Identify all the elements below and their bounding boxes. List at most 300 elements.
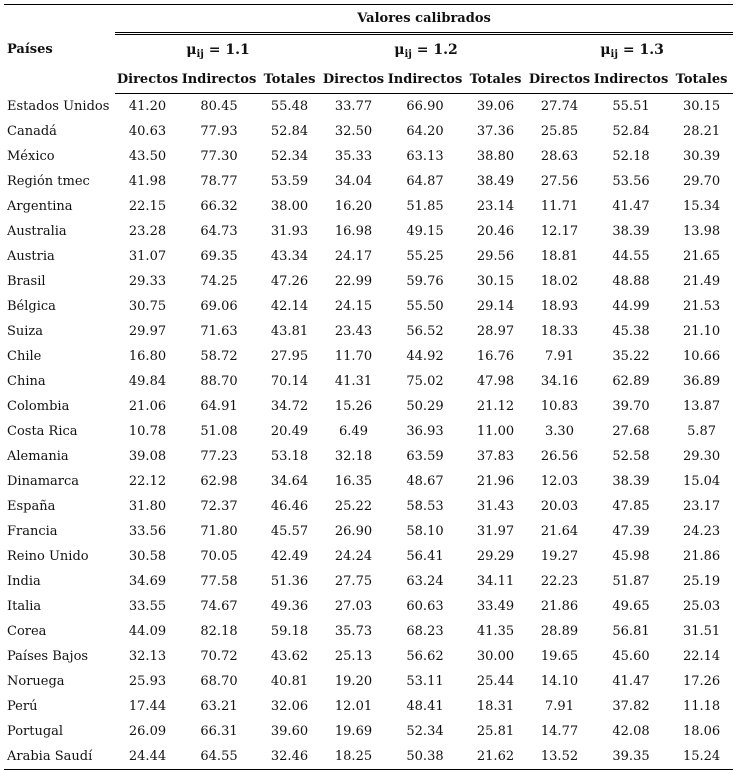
- table-row: [4, 369, 733, 394]
- value-cell: 62.98: [200, 474, 238, 489]
- col-header-directos: Directos: [321, 66, 386, 94]
- value-cell: 32.18: [334, 449, 373, 464]
- value-cell: 52.58: [612, 449, 650, 464]
- value-cell: 58.53: [406, 499, 444, 514]
- value-cell: 38.39: [612, 474, 650, 489]
- value-cell: 47.26: [270, 274, 309, 289]
- country-cell: Chile: [7, 349, 42, 364]
- value-cell: 48.41: [406, 699, 444, 714]
- value-cell: 5.87: [687, 424, 717, 439]
- value-cell: 46.46: [270, 499, 309, 514]
- value-cell: 18.31: [476, 699, 515, 714]
- value-cell: 21.49: [682, 274, 721, 289]
- country-cell: Países Bajos: [7, 649, 89, 664]
- value-cell: 49.84: [128, 374, 167, 389]
- value-cell: 30.15: [682, 99, 721, 114]
- country-cell: Estados Unidos: [7, 98, 110, 114]
- value-cell: 31.97: [476, 524, 515, 539]
- value-cell: 17.44: [128, 699, 167, 714]
- table-row: [4, 594, 733, 619]
- value-cell: 41.31: [334, 374, 373, 389]
- value-cell: 74.67: [200, 599, 238, 614]
- table-row: [4, 644, 733, 669]
- value-cell: 32.50: [334, 124, 373, 139]
- value-cell: 49.36: [270, 599, 309, 614]
- value-cell: 70.72: [200, 649, 238, 664]
- value-cell: 31.93: [270, 224, 309, 239]
- value-cell: 52.34: [406, 724, 444, 739]
- country-cell: Noruega: [7, 674, 65, 689]
- value-cell: 56.52: [406, 324, 444, 339]
- value-cell: 19.69: [334, 724, 373, 739]
- table-row: [4, 119, 733, 144]
- value-cell: 52.34: [270, 149, 309, 164]
- value-cell: 75.02: [406, 374, 444, 389]
- value-cell: 23.28: [128, 224, 167, 239]
- value-cell: 41.35: [476, 624, 515, 639]
- value-cell: 60.63: [406, 599, 444, 614]
- calibrated-values-table-container: [4, 4, 733, 770]
- value-cell: 24.15: [334, 299, 373, 314]
- value-cell: 21.10: [682, 324, 721, 339]
- value-cell: 17.26: [682, 674, 721, 689]
- value-cell: 63.13: [406, 149, 444, 164]
- value-cell: 23.14: [476, 199, 515, 214]
- country-cell: Colombia: [7, 399, 70, 414]
- value-cell: 53.18: [270, 449, 309, 464]
- value-cell: 47.85: [612, 499, 650, 514]
- value-cell: 59.76: [406, 274, 444, 289]
- value-cell: 22.15: [128, 199, 167, 214]
- value-cell: 18.81: [540, 249, 579, 264]
- value-cell: 16.98: [334, 224, 373, 239]
- value-cell: 51.87: [612, 574, 650, 589]
- value-cell: 25.85: [540, 124, 579, 139]
- value-cell: 30.58: [128, 549, 167, 564]
- value-cell: 41.98: [128, 174, 167, 189]
- country-cell: China: [7, 374, 46, 389]
- value-cell: 33.55: [128, 599, 167, 614]
- value-cell: 44.92: [406, 349, 444, 364]
- value-cell: 47.39: [612, 524, 650, 539]
- mu-symbol: μ: [394, 41, 405, 58]
- value-cell: 22.99: [334, 274, 373, 289]
- table-row: [4, 694, 733, 719]
- value-cell: 10.83: [540, 399, 579, 414]
- value-cell: 19.65: [540, 649, 579, 664]
- value-cell: 63.21: [200, 699, 238, 714]
- value-cell: 23.17: [682, 499, 721, 514]
- table-row: [4, 294, 733, 319]
- value-cell: 18.33: [540, 324, 579, 339]
- value-cell: 25.44: [476, 674, 515, 689]
- country-cell: Australia: [7, 224, 67, 239]
- country-cell: Bélgica: [7, 299, 56, 314]
- value-cell: 30.75: [128, 299, 167, 314]
- value-cell: 12.03: [540, 474, 579, 489]
- value-cell: 6.49: [339, 424, 368, 439]
- table-row: [4, 144, 733, 169]
- col-header-indirectos: Indirectos: [180, 66, 258, 94]
- value-cell: 36.93: [406, 424, 444, 439]
- value-cell: 29.70: [682, 174, 721, 189]
- value-cell: 26.09: [128, 724, 167, 739]
- value-cell: 29.33: [128, 274, 167, 289]
- value-cell: 31.51: [682, 624, 721, 639]
- country-cell: España: [7, 499, 56, 514]
- value-cell: 72.37: [200, 499, 238, 514]
- value-cell: 48.67: [406, 474, 444, 489]
- value-cell: 49.65: [612, 599, 650, 614]
- value-cell: 12.01: [334, 699, 373, 714]
- value-cell: 52.84: [270, 124, 309, 139]
- value-cell: 37.83: [476, 449, 515, 464]
- value-cell: 40.63: [128, 124, 167, 139]
- value-cell: 25.81: [476, 724, 515, 739]
- value-cell: 25.13: [334, 649, 373, 664]
- calibrated-values-table: [4, 4, 733, 770]
- value-cell: 45.60: [612, 649, 650, 664]
- value-cell: 21.86: [540, 599, 579, 614]
- mu-subscript: ij: [404, 48, 412, 60]
- value-cell: 77.30: [200, 149, 238, 164]
- value-cell: 41.20: [128, 99, 167, 114]
- value-cell: 13.98: [682, 224, 721, 239]
- value-cell: 44.09: [128, 624, 167, 639]
- table-body: [4, 94, 733, 770]
- value-cell: 14.10: [540, 674, 579, 689]
- value-cell: 50.29: [406, 399, 444, 414]
- value-cell: 47.98: [476, 374, 515, 389]
- value-cell: 30.00: [476, 649, 515, 664]
- mu-value-2: = 1.2: [416, 41, 458, 58]
- value-cell: 28.21: [682, 124, 721, 139]
- table-row: [4, 394, 733, 419]
- value-cell: 66.32: [200, 199, 238, 214]
- mu-value-3: = 1.3: [622, 41, 664, 58]
- value-cell: 44.55: [612, 249, 650, 264]
- table-row: [4, 269, 733, 294]
- value-cell: 68.23: [406, 624, 444, 639]
- value-cell: 11.00: [476, 424, 515, 439]
- value-cell: 22.12: [128, 474, 167, 489]
- value-cell: 20.46: [476, 224, 515, 239]
- col-header-totales: Totales: [670, 66, 733, 94]
- country-cell: Italia: [7, 599, 42, 614]
- value-cell: 34.64: [270, 474, 309, 489]
- value-cell: 55.51: [612, 99, 650, 114]
- value-cell: 18.06: [682, 724, 721, 739]
- country-cell: Dinamarca: [7, 474, 80, 489]
- table-row: [4, 94, 733, 120]
- country-cell: Austria: [7, 249, 55, 264]
- value-cell: 26.90: [334, 524, 373, 539]
- country-cell: Perú: [7, 699, 38, 714]
- value-cell: 29.30: [682, 449, 721, 464]
- value-cell: 58.10: [406, 524, 444, 539]
- value-cell: 20.49: [270, 424, 309, 439]
- mu-subscript: ij: [610, 48, 618, 60]
- value-cell: 56.62: [406, 649, 444, 664]
- value-cell: 24.17: [334, 249, 373, 264]
- value-cell: 53.56: [612, 174, 650, 189]
- value-cell: 45.57: [270, 524, 309, 539]
- value-cell: 25.03: [682, 599, 721, 614]
- value-cell: 32.06: [270, 699, 309, 714]
- col-header-directos: Directos: [115, 66, 180, 94]
- value-cell: 62.89: [612, 374, 650, 389]
- table-row: [4, 719, 733, 744]
- value-cell: 80.45: [200, 99, 238, 114]
- value-cell: 64.73: [200, 224, 238, 239]
- value-cell: 13.87: [682, 399, 721, 414]
- value-cell: 45.38: [612, 324, 650, 339]
- value-cell: 15.24: [670, 744, 733, 770]
- value-cell: 32.13: [128, 649, 167, 664]
- value-cell: 52.84: [612, 124, 650, 139]
- value-cell: 39.70: [612, 399, 650, 414]
- value-cell: 29.97: [128, 324, 167, 339]
- value-cell: 66.31: [200, 724, 238, 739]
- value-cell: 55.48: [270, 99, 309, 114]
- value-cell: 45.98: [612, 549, 650, 564]
- value-cell: 71.63: [200, 324, 238, 339]
- value-cell: 40.81: [270, 674, 309, 689]
- table-row: [4, 744, 733, 770]
- value-cell: 26.56: [540, 449, 579, 464]
- value-cell: 11.70: [334, 349, 373, 364]
- table-row: [4, 169, 733, 194]
- value-cell: 15.26: [334, 399, 373, 414]
- value-cell: 69.35: [200, 249, 238, 264]
- value-cell: 69.06: [200, 299, 238, 314]
- value-cell: 28.89: [540, 624, 579, 639]
- value-cell: 43.50: [128, 149, 167, 164]
- value-cell: 3.30: [545, 424, 574, 439]
- value-cell: 31.80: [128, 499, 167, 514]
- value-cell: 31.07: [128, 249, 167, 264]
- table-row: [4, 519, 733, 544]
- value-cell: 18.25: [321, 744, 386, 770]
- group-header: Valores calibrados: [115, 5, 733, 34]
- value-cell: 35.73: [334, 624, 373, 639]
- value-cell: 33.77: [334, 99, 373, 114]
- value-cell: 31.43: [476, 499, 515, 514]
- value-cell: 32.46: [258, 744, 321, 770]
- value-cell: 64.20: [406, 124, 444, 139]
- value-cell: 30.39: [682, 149, 721, 164]
- value-cell: 50.38: [386, 744, 464, 770]
- value-cell: 66.90: [406, 99, 444, 114]
- value-cell: 13.52: [527, 744, 592, 770]
- value-cell: 35.33: [334, 149, 373, 164]
- value-cell: 41.47: [612, 199, 650, 214]
- value-cell: 10.66: [682, 349, 721, 364]
- col-header-indirectos: Indirectos: [386, 66, 464, 94]
- value-cell: 43.81: [270, 324, 309, 339]
- value-cell: 27.95: [270, 349, 309, 364]
- value-cell: 22.23: [540, 574, 579, 589]
- value-cell: 44.99: [612, 299, 650, 314]
- value-cell: 27.68: [612, 424, 650, 439]
- value-cell: 20.03: [540, 499, 579, 514]
- value-cell: 19.27: [540, 549, 579, 564]
- value-cell: 68.70: [200, 674, 238, 689]
- value-cell: 42.49: [270, 549, 309, 564]
- value-cell: 38.49: [476, 174, 515, 189]
- value-cell: 27.56: [540, 174, 579, 189]
- value-cell: 7.91: [545, 699, 574, 714]
- value-cell: 58.72: [200, 349, 238, 364]
- value-cell: 55.25: [406, 249, 444, 264]
- value-cell: 51.85: [406, 199, 444, 214]
- table-row: [4, 344, 733, 369]
- value-cell: 43.62: [270, 649, 309, 664]
- value-cell: 63.59: [406, 449, 444, 464]
- table-header: [4, 5, 733, 94]
- value-cell: 63.24: [406, 574, 444, 589]
- value-cell: 53.59: [270, 174, 309, 189]
- country-cell: Reino Unido: [7, 549, 89, 564]
- value-cell: 15.04: [682, 474, 721, 489]
- table-row: [4, 244, 733, 269]
- value-cell: 10.78: [128, 424, 167, 439]
- value-cell: 15.34: [682, 199, 721, 214]
- value-cell: 27.03: [334, 599, 373, 614]
- value-cell: 34.16: [540, 374, 579, 389]
- country-cell: Alemania: [7, 449, 69, 464]
- value-cell: 21.64: [540, 524, 579, 539]
- value-cell: 23.43: [334, 324, 373, 339]
- mu-header-3: [527, 34, 733, 67]
- value-cell: 7.91: [545, 349, 574, 364]
- mu-symbol: μ: [600, 41, 611, 58]
- country-cell: Argentina: [7, 199, 73, 214]
- value-cell: 71.80: [200, 524, 238, 539]
- col-header-indirectos: Indirectos: [592, 66, 670, 94]
- value-cell: 39.06: [476, 99, 515, 114]
- value-cell: 43.34: [270, 249, 309, 264]
- value-cell: 11.18: [682, 699, 721, 714]
- value-cell: 37.82: [612, 699, 650, 714]
- value-cell: 51.36: [270, 574, 309, 589]
- value-cell: 18.02: [540, 274, 579, 289]
- value-cell: 77.58: [200, 574, 238, 589]
- value-cell: 34.69: [128, 574, 167, 589]
- value-cell: 27.74: [540, 99, 579, 114]
- mu-header-1: [115, 34, 321, 67]
- value-cell: 33.56: [128, 524, 167, 539]
- value-cell: 24.23: [682, 524, 721, 539]
- value-cell: 29.14: [476, 299, 515, 314]
- value-cell: 49.15: [406, 224, 444, 239]
- country-cell: Arabia Saudí: [4, 744, 115, 770]
- country-cell: Portugal: [7, 724, 64, 739]
- value-cell: 29.29: [476, 549, 515, 564]
- value-cell: 11.71: [540, 199, 579, 214]
- value-cell: 21.65: [682, 249, 721, 264]
- country-cell: Canadá: [7, 124, 57, 139]
- value-cell: 59.18: [270, 624, 309, 639]
- country-cell: Costa Rica: [7, 424, 78, 439]
- value-cell: 39.08: [128, 449, 167, 464]
- value-cell: 21.12: [476, 399, 515, 414]
- country-cell: Corea: [7, 624, 47, 639]
- table-row: [4, 194, 733, 219]
- value-cell: 78.77: [200, 174, 238, 189]
- value-cell: 18.93: [540, 299, 579, 314]
- value-cell: 16.80: [128, 349, 167, 364]
- value-cell: 82.18: [200, 624, 238, 639]
- value-cell: 21.53: [682, 299, 721, 314]
- table-row: [4, 219, 733, 244]
- value-cell: 39.60: [270, 724, 309, 739]
- col-header-totales: Totales: [258, 66, 321, 94]
- value-cell: 56.81: [612, 624, 650, 639]
- col-header-directos: Directos: [527, 66, 592, 94]
- value-cell: 33.49: [476, 599, 515, 614]
- table-row: [4, 619, 733, 644]
- value-cell: 28.97: [476, 324, 515, 339]
- value-cell: 64.91: [200, 399, 238, 414]
- table-row: [4, 319, 733, 344]
- value-cell: 34.04: [334, 174, 373, 189]
- value-cell: 53.11: [406, 674, 444, 689]
- value-cell: 64.55: [180, 744, 258, 770]
- table-row: [4, 544, 733, 569]
- country-cell: México: [7, 149, 55, 164]
- value-cell: 77.93: [200, 124, 238, 139]
- value-cell: 37.36: [476, 124, 515, 139]
- value-cell: 88.70: [200, 374, 238, 389]
- mu-value-1: = 1.1: [208, 41, 250, 58]
- value-cell: 16.76: [476, 349, 515, 364]
- mu-subscript: ij: [196, 48, 204, 60]
- value-cell: 55.50: [406, 299, 444, 314]
- value-cell: 38.80: [476, 149, 515, 164]
- value-cell: 42.08: [612, 724, 650, 739]
- value-cell: 25.93: [128, 674, 167, 689]
- value-cell: 39.35: [592, 744, 670, 770]
- value-cell: 28.63: [540, 149, 579, 164]
- value-cell: 19.20: [334, 674, 373, 689]
- value-cell: 70.05: [200, 549, 238, 564]
- value-cell: 38.00: [270, 199, 309, 214]
- value-cell: 30.15: [476, 274, 515, 289]
- value-cell: 74.25: [200, 274, 238, 289]
- value-cell: 12.17: [540, 224, 579, 239]
- value-cell: 48.88: [612, 274, 650, 289]
- table-row: [4, 419, 733, 444]
- value-cell: 21.62: [464, 744, 527, 770]
- value-cell: 36.89: [682, 374, 721, 389]
- value-cell: 29.56: [476, 249, 515, 264]
- mu-header-2: [321, 34, 527, 67]
- value-cell: 34.72: [270, 399, 309, 414]
- value-cell: 56.41: [406, 549, 444, 564]
- value-cell: 14.77: [540, 724, 579, 739]
- value-cell: 52.18: [612, 149, 650, 164]
- table-row: [4, 469, 733, 494]
- value-cell: 34.11: [476, 574, 515, 589]
- value-cell: 35.22: [612, 349, 650, 364]
- value-cell: 25.22: [334, 499, 373, 514]
- country-cell: Región tmec: [7, 174, 90, 189]
- country-cell: Francia: [7, 524, 58, 539]
- mu-symbol: μ: [186, 41, 197, 58]
- col-header-totales: Totales: [464, 66, 527, 94]
- value-cell: 16.20: [334, 199, 373, 214]
